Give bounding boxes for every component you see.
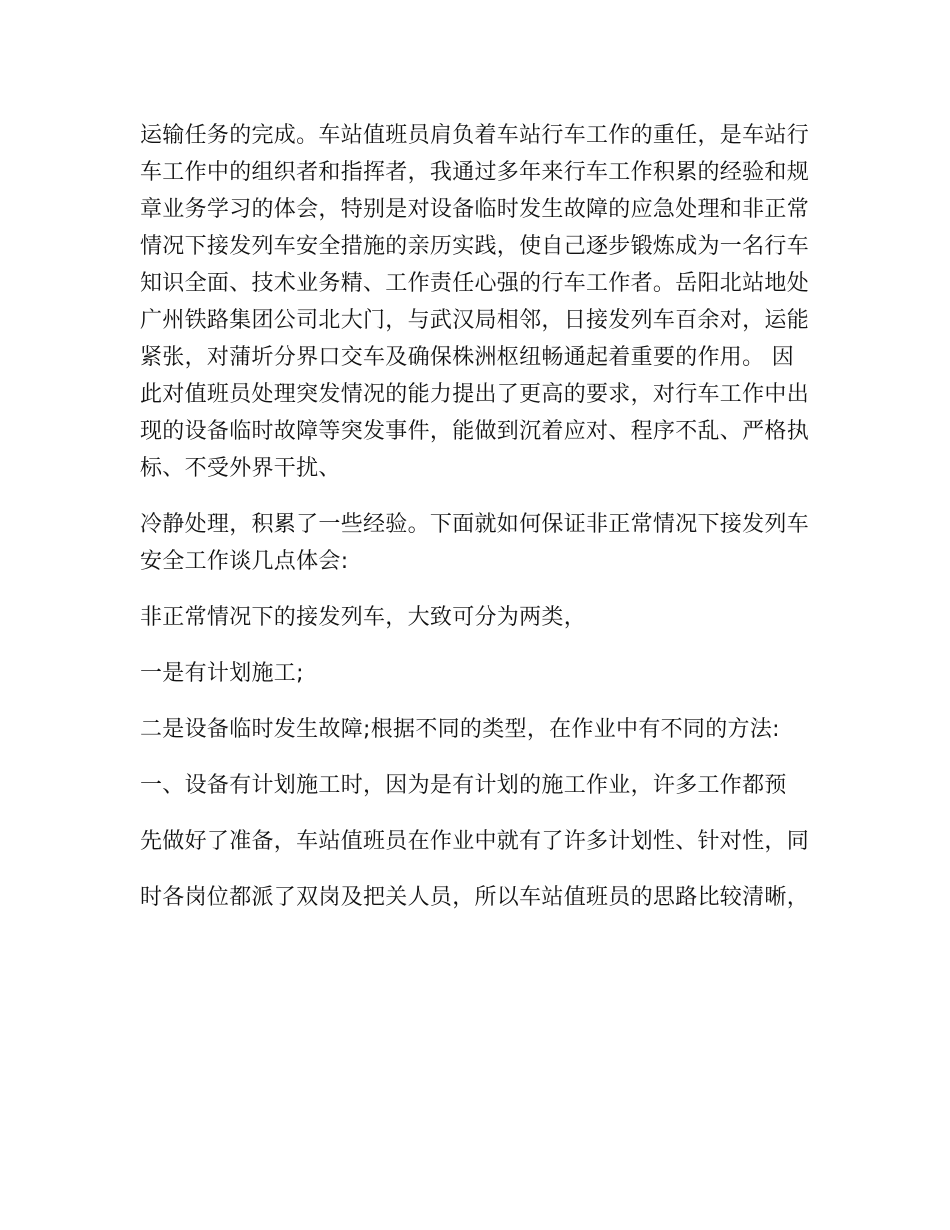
paragraph-7: 先做好了准备，车站值班员在作业中就有了许多计划性、针对性，同 [140, 829, 810, 854]
document-body [140, 117, 812, 935]
paragraph-8: 时各岗位都派了双岗及把关人员，所以车站值班员的思路比较清晰， [140, 885, 810, 910]
paragraph-4: 一是有计划施工; [140, 661, 304, 686]
paragraph-3: 非正常情况下的接发列车，大致可分为两类， [140, 605, 587, 630]
paragraph-1: 运输任务的完成。车站值班员肩负着车站行车工作的重任，是车站行车工作中的组织者和指挥者，我通过多年来行车工作积累的经验和规章业务学习的体会，特别是对设备临时发生故障的应急处理和非正常情况下接发列车安全措施的亲历实践，使自己逐步锻炼成为一名行车知识全面、技术业务精、工作责任心强的行车工作者。岳阳北站地处广州铁路集团公司北大门，与武汉局相邻，日接发列车百余对，运能紧张，对蒲圻分界口交车及确保株洲枢纽畅通起着重要的作用。 因此对值班员处理突发情况的能力提出了更高的要求，对行车工作中出现的设备临时故障等突发事件，能做到沉着应对、程序不乱、严格执标、不受外界干扰、 [140, 123, 810, 481]
paragraph-2: 冷静处理，积累了一些经验。下面就如何保证非正常情况下接发列车安全工作谈几点体会: [140, 512, 810, 574]
paragraph-6: 一、设备有计划施工时，因为是有计划的施工作业，许多工作都预 [140, 773, 787, 798]
paragraph-5: 二是设备临时发生故障;根据不同的类型，在作业中有不同的方法: [140, 717, 780, 742]
